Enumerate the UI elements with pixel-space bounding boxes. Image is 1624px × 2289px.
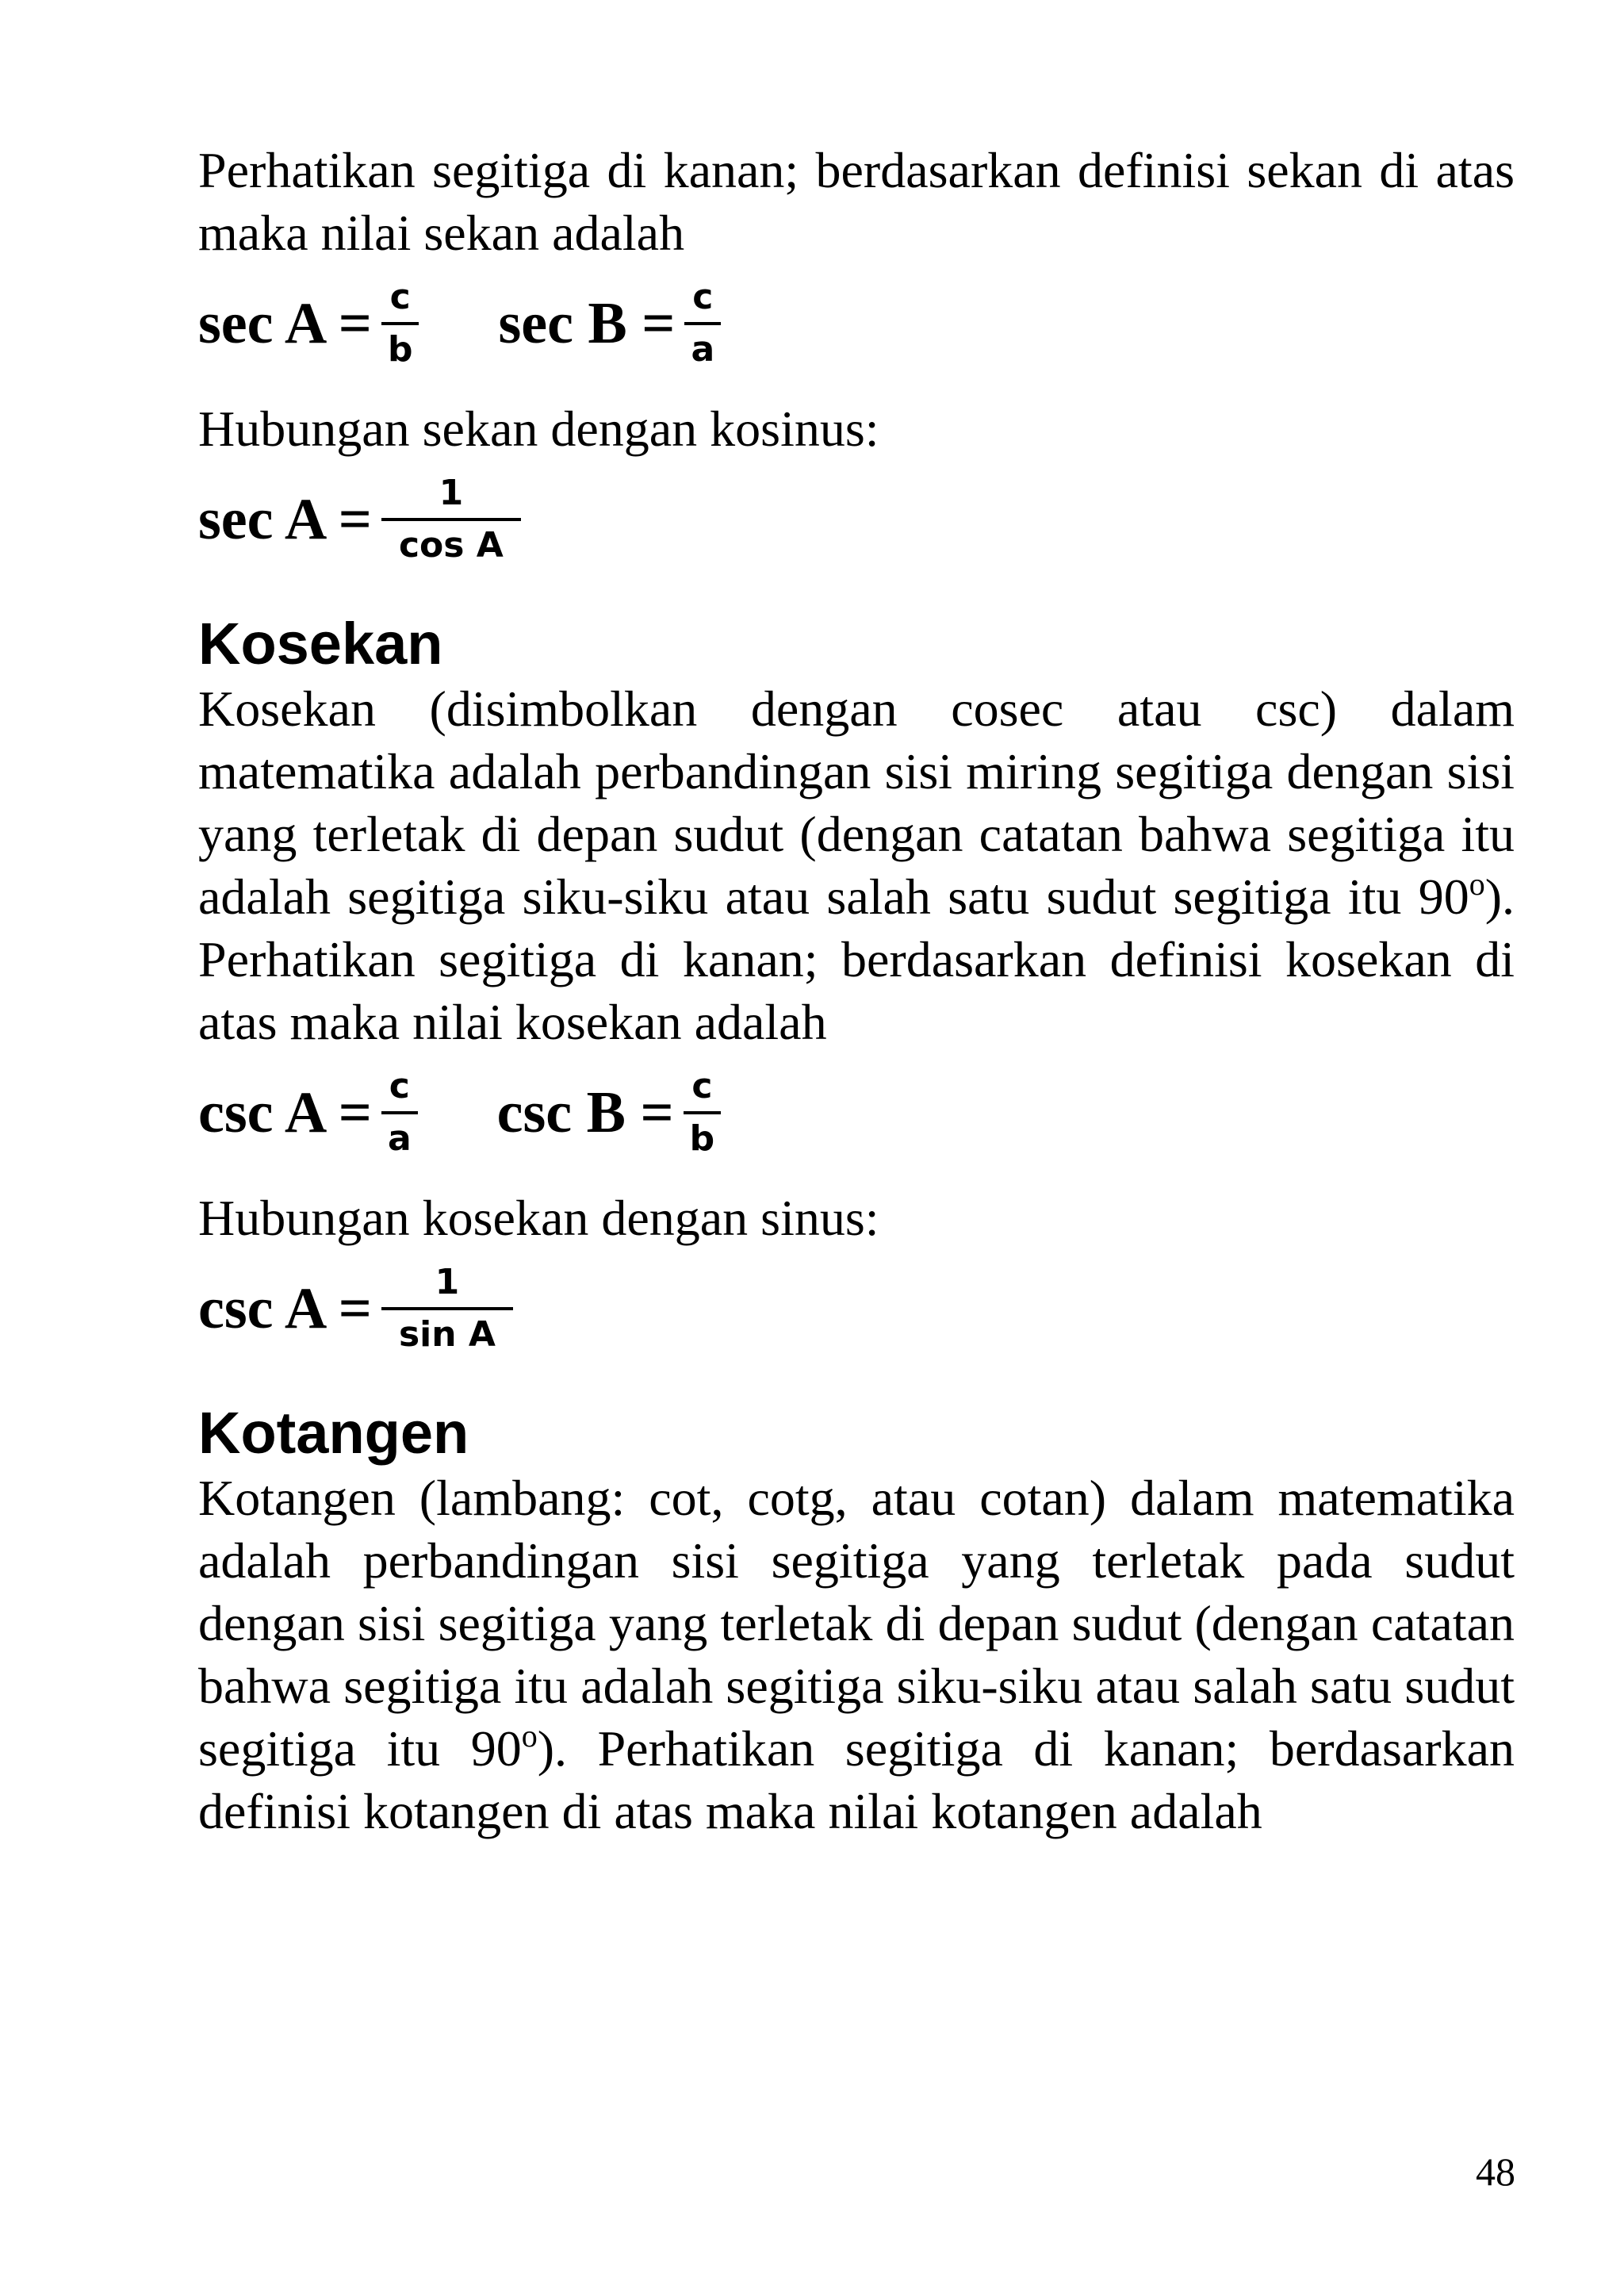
intro-paragraph: Perhatikan segitiga di kanan; berdasarkan definisi sekan di atas maka nilai sekan adalah (198, 142, 1515, 261)
formula-lhs: csc B = (496, 1080, 674, 1145)
sec-relation-row (198, 460, 1515, 579)
sec-b-formula (498, 276, 721, 370)
degree-mark: o (521, 1718, 538, 1754)
formula-lhs: csc A = (198, 1080, 372, 1145)
fraction (381, 1261, 513, 1355)
fraction-denominator: b (684, 1111, 722, 1157)
fraction-numerator: c (389, 276, 411, 317)
kotangen-heading: Kotangen (198, 1400, 469, 1466)
kosekan-text-part1: Kosekan (disimbolkan dengan cosec atau csc) dalam matematika adalah perbandingan sisi miring segitiga dengan sisi yang terletak di depan sudut (dengan catatan bahwa segitiga itu adalah segitiga siku-siku atau salah satu sudut segitiga itu 90 (198, 681, 1515, 925)
fraction-denominator: b (381, 322, 419, 368)
fraction (381, 1065, 418, 1159)
kosekan-text-part2: ). Perhatikan segitiga di kanan; berdasarkan definisi kosekan di atas maka nilai kosekan adalah (198, 868, 1515, 1050)
sec-cos-formula (198, 472, 521, 566)
sec-a-formula (198, 276, 419, 370)
csc-sin-formula (198, 1261, 513, 1355)
fraction (684, 276, 721, 370)
formula-lhs: sec A = (198, 487, 372, 552)
csc-relation-row (198, 1249, 1515, 1368)
fraction-numerator: c (692, 276, 714, 317)
degree-mark: o (1469, 866, 1485, 902)
page-content (198, 139, 1515, 1842)
formula-lhs: csc A = (198, 1276, 372, 1341)
formula-lhs: sec B = (498, 291, 676, 356)
csc-formula-row (198, 1053, 1515, 1172)
csc-a-formula (198, 1065, 418, 1159)
fraction-numerator: 1 (435, 1261, 460, 1302)
formula-lhs: sec A = (198, 291, 372, 356)
csc-b-formula (496, 1065, 722, 1159)
kosekan-paragraph (198, 677, 1515, 1053)
fraction (684, 1065, 722, 1159)
fraction-numerator: c (389, 1065, 410, 1106)
fraction (381, 472, 521, 566)
fraction (381, 276, 419, 370)
fraction-numerator: c (691, 1065, 713, 1106)
sec-formula-row (198, 264, 1515, 383)
page-number: 48 (1476, 2149, 1515, 2194)
fraction-denominator: cos A (381, 518, 521, 564)
fraction-denominator: a (684, 322, 721, 368)
fraction-denominator: a (381, 1111, 418, 1157)
kotangen-text-part2: ). Perhatikan segitiga di kanan; berdasarkan definisi kotangen di atas maka nilai kotangen adalah (198, 1720, 1515, 1839)
csc-relation-label: Hubungan kosekan dengan sinus: (198, 1190, 879, 1246)
fraction-numerator: 1 (439, 472, 464, 513)
kotangen-text-part1: Kotangen (lambang: cot, cotg, atau cotan) dalam matematika adalah perbandingan sisi segitiga yang terletak pada sudut dengan sisi segitiga yang terletak di depan sudut (dengan catatan bahwa segitiga itu adalah segitiga siku-siku atau salah satu sudut segitiga itu 90 (198, 1470, 1515, 1777)
fraction-denominator: sin A (381, 1307, 513, 1353)
kosekan-heading: Kosekan (198, 611, 443, 677)
sec-relation-label: Hubungan sekan dengan kosinus: (198, 401, 879, 457)
kotangen-paragraph (198, 1467, 1515, 1842)
